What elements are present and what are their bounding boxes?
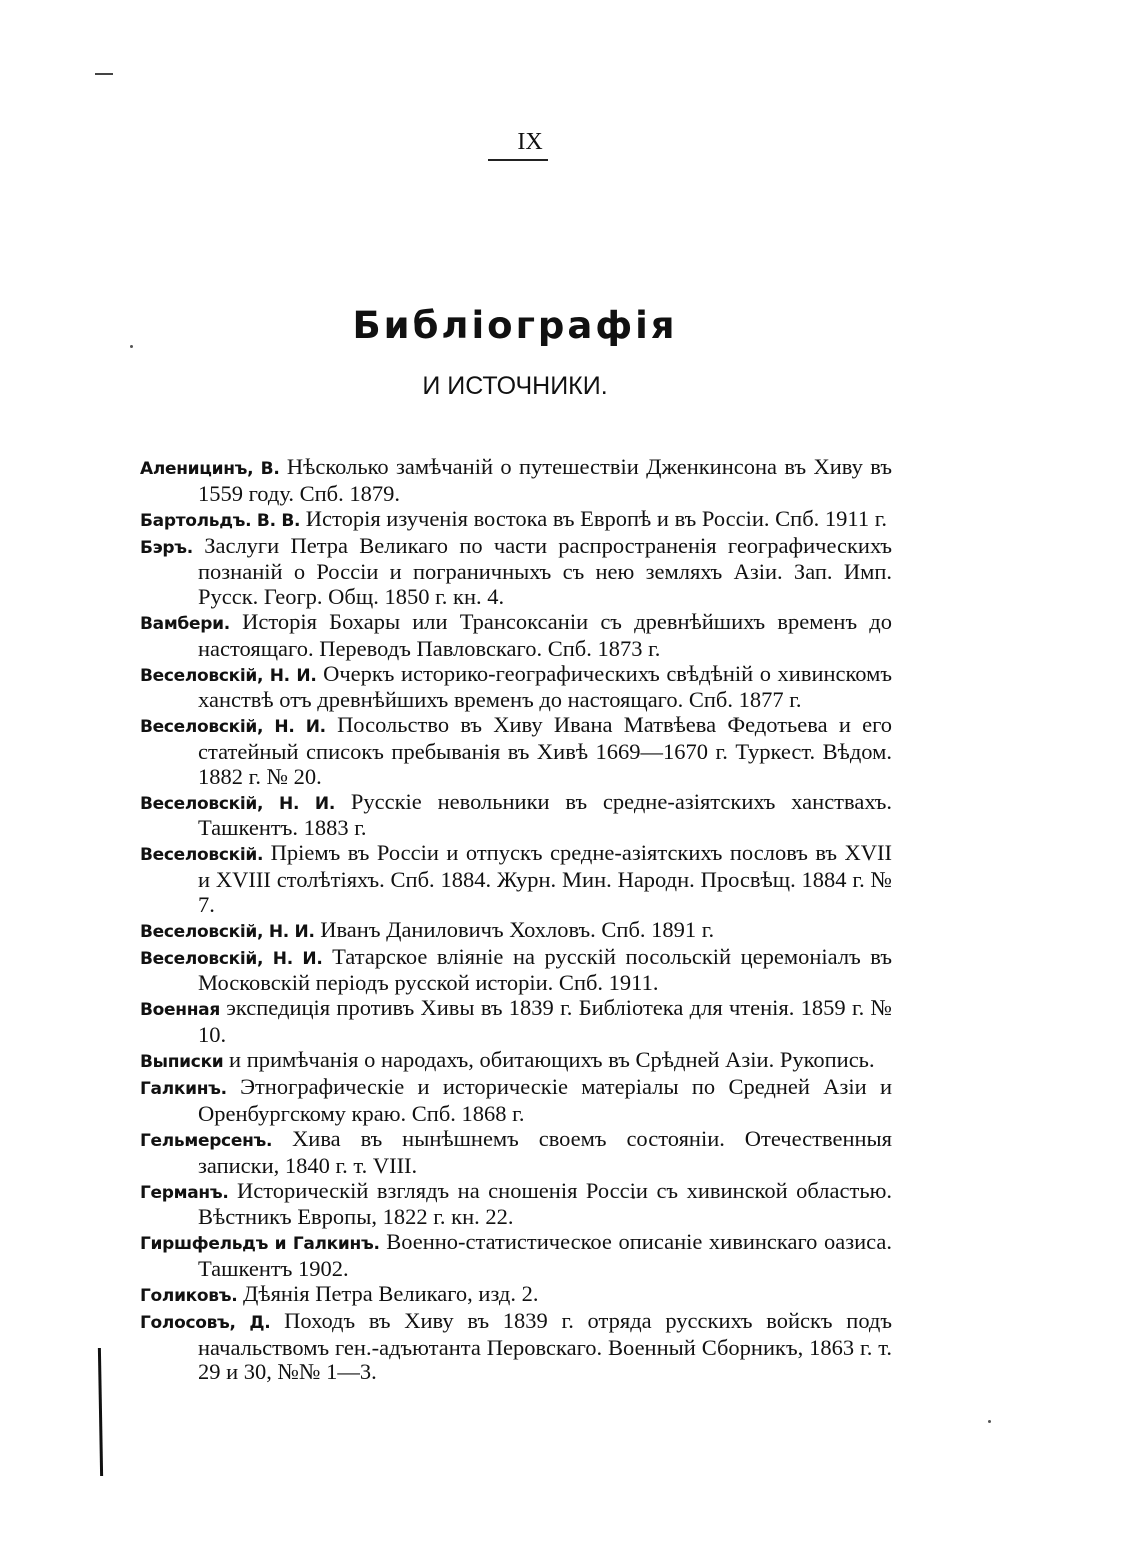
entry-author: Голиковъ. bbox=[140, 1286, 238, 1306]
entry-text: Пріемъ въ Россіи и отпускъ средне-азіятскихъ пословъ въ XVII и XVIII столѣтіяхъ. Спб. 1884. Журн. Мин. Народн. Просвѣщ. 1884 г. № 7. bbox=[198, 840, 893, 917]
bibliography-entry bbox=[140, 1048, 892, 1075]
bibliography-entry bbox=[140, 1075, 892, 1126]
page-number: IX bbox=[517, 129, 543, 155]
entry-author: Галкинъ. bbox=[140, 1079, 227, 1100]
entry-text: Исторія изученія востока въ Европѣ и въ Россіи. Спб. 1911 г. bbox=[305, 505, 888, 531]
entry-text: Военно-статистическое описаніе хивинскаго оазиса. Ташкентъ 1902. bbox=[198, 1229, 893, 1281]
entry-text: Татарское вліяніе на русскій посольскій церемоніалъ въ Московскій періодъ русской исторіи. Спб. 1911. bbox=[198, 943, 892, 996]
page-number-rule bbox=[488, 159, 548, 161]
entry-author: Веселовскій, Н. И. bbox=[140, 717, 326, 738]
entry-text: Заслуги Петра Великаго по части распространенія географическихъ познаній о Россіи и пограничныхъ съ нею земляхъ Азіи. Зап. Имп. Русск. Геогр. Общ. 1850 г. кн. 4. bbox=[198, 532, 892, 609]
entry-text: Русскіе невольники въ средне-азіятскихъ ханствахъ. Ташкентъ. 1883 г. bbox=[198, 788, 892, 841]
entry-text: Походъ въ Хиву въ 1839 г. отряда русскихъ войскъ подъ начальствомъ ген.-адъютанта Перовскаго. Военный Сборникъ, 1863 г. т. 29 и 30, №№ 1—3. bbox=[198, 1308, 892, 1385]
bibliography-entry bbox=[140, 534, 892, 610]
entry-text: Нѣсколько замѣчаній о путешествіи Дженкинсона въ Хиву въ 1559 году. Спб. 1879. bbox=[198, 454, 893, 506]
entry-text: Иванъ Даниловичъ Хохловъ. Спб. 1891 г. bbox=[320, 916, 715, 942]
entry-text: Очеркъ историко-географическихъ свѣдѣній о хивинскомъ ханствѣ отъ древнѣйшихъ временъ до настоящаго. Спб. 1877 г. bbox=[198, 660, 893, 713]
bibliography-entry bbox=[140, 455, 892, 506]
page-subtitle: И ИСТОЧНИКИ. bbox=[422, 372, 608, 400]
bibliography-entry bbox=[140, 790, 892, 841]
bibliography-list bbox=[140, 455, 892, 1385]
entry-text: Дѣянія Петра Великаго, изд. 2. bbox=[243, 1281, 539, 1306]
entry-author: Аленицинъ, В. bbox=[140, 459, 280, 479]
bibliography-entry bbox=[140, 1282, 892, 1309]
entry-author: Веселовскій. bbox=[140, 845, 264, 866]
scan-speck bbox=[988, 1420, 991, 1423]
bibliography-entry bbox=[140, 713, 892, 789]
entry-author: Гельмерсенъ. bbox=[140, 1130, 273, 1151]
bibliography-entry bbox=[140, 945, 892, 996]
bibliography-entry bbox=[140, 610, 892, 661]
bibliography-entry bbox=[140, 1309, 892, 1385]
bibliography-entry bbox=[140, 996, 892, 1047]
entry-author: Германъ. bbox=[140, 1182, 229, 1203]
bibliography-entry bbox=[140, 662, 892, 713]
entry-text: Историческій взглядъ на сношенія Россіи съ хивинской областью. Вѣстникъ Европы, 1822 г. кн. 22. bbox=[198, 1177, 893, 1230]
entry-author: Голосовъ, Д. bbox=[140, 1313, 271, 1334]
entry-text: Посольство въ Хиву Ивана Матвѣева Федотьева и его статейный списокъ пребыванія въ Хивѣ 1669—1670 г. Туркест. Вѣдом. 1882 г. № 20. bbox=[198, 712, 892, 789]
bibliography-entry bbox=[140, 918, 892, 945]
bibliography-entry bbox=[140, 1127, 892, 1178]
entry-text: экспедиція противъ Хивы въ 1839 г. Библіотека для чтенія. 1859 г. № 10. bbox=[198, 995, 893, 1048]
entry-text: и примѣчанія о народахъ, обитающихъ въ Срѣдней Азіи. Рукопись. bbox=[229, 1047, 875, 1073]
entry-author: Бартольдъ. В. В. bbox=[140, 510, 301, 531]
bibliography-entry bbox=[140, 1230, 892, 1281]
bibliography-entry bbox=[140, 507, 892, 534]
entry-author: Веселовскій, Н. И. bbox=[140, 793, 336, 814]
entry-author: Веселовскій, Н. И. bbox=[140, 665, 317, 686]
entry-text: Этнографическіе и историческіе матеріалы по Средней Азіи и Оренбургскому краю. Спб. 1868 г. bbox=[198, 1074, 893, 1126]
entry-author: Гиршфельдъ и Галкинъ. bbox=[140, 1234, 380, 1255]
entry-author: Военная bbox=[140, 1000, 220, 1021]
entry-text: Хива въ нынѣшнемъ своемъ состояніи. Отечественныя записки, 1840 г. т. VIII. bbox=[198, 1125, 893, 1178]
scan-mark-bottom bbox=[98, 1348, 103, 1476]
entry-author: Выписки bbox=[140, 1052, 224, 1073]
entry-author: Вамбери. bbox=[140, 614, 230, 635]
page-title: Библіографія bbox=[352, 304, 678, 347]
entry-text: Исторія Бохары или Трансоксаніи съ древнѣйшихъ временъ до настоящаго. Переводъ Павловскаго. Спб. 1873 г. bbox=[198, 609, 892, 661]
entry-author: Веселовскій, Н. И. bbox=[140, 948, 323, 969]
entry-author: Веселовскій, Н. И. bbox=[140, 921, 315, 942]
bibliography-entry bbox=[140, 1179, 892, 1230]
entry-author: Бэръ. bbox=[140, 537, 193, 558]
bibliography-entry bbox=[140, 841, 892, 917]
scan-mark-top bbox=[95, 73, 113, 75]
